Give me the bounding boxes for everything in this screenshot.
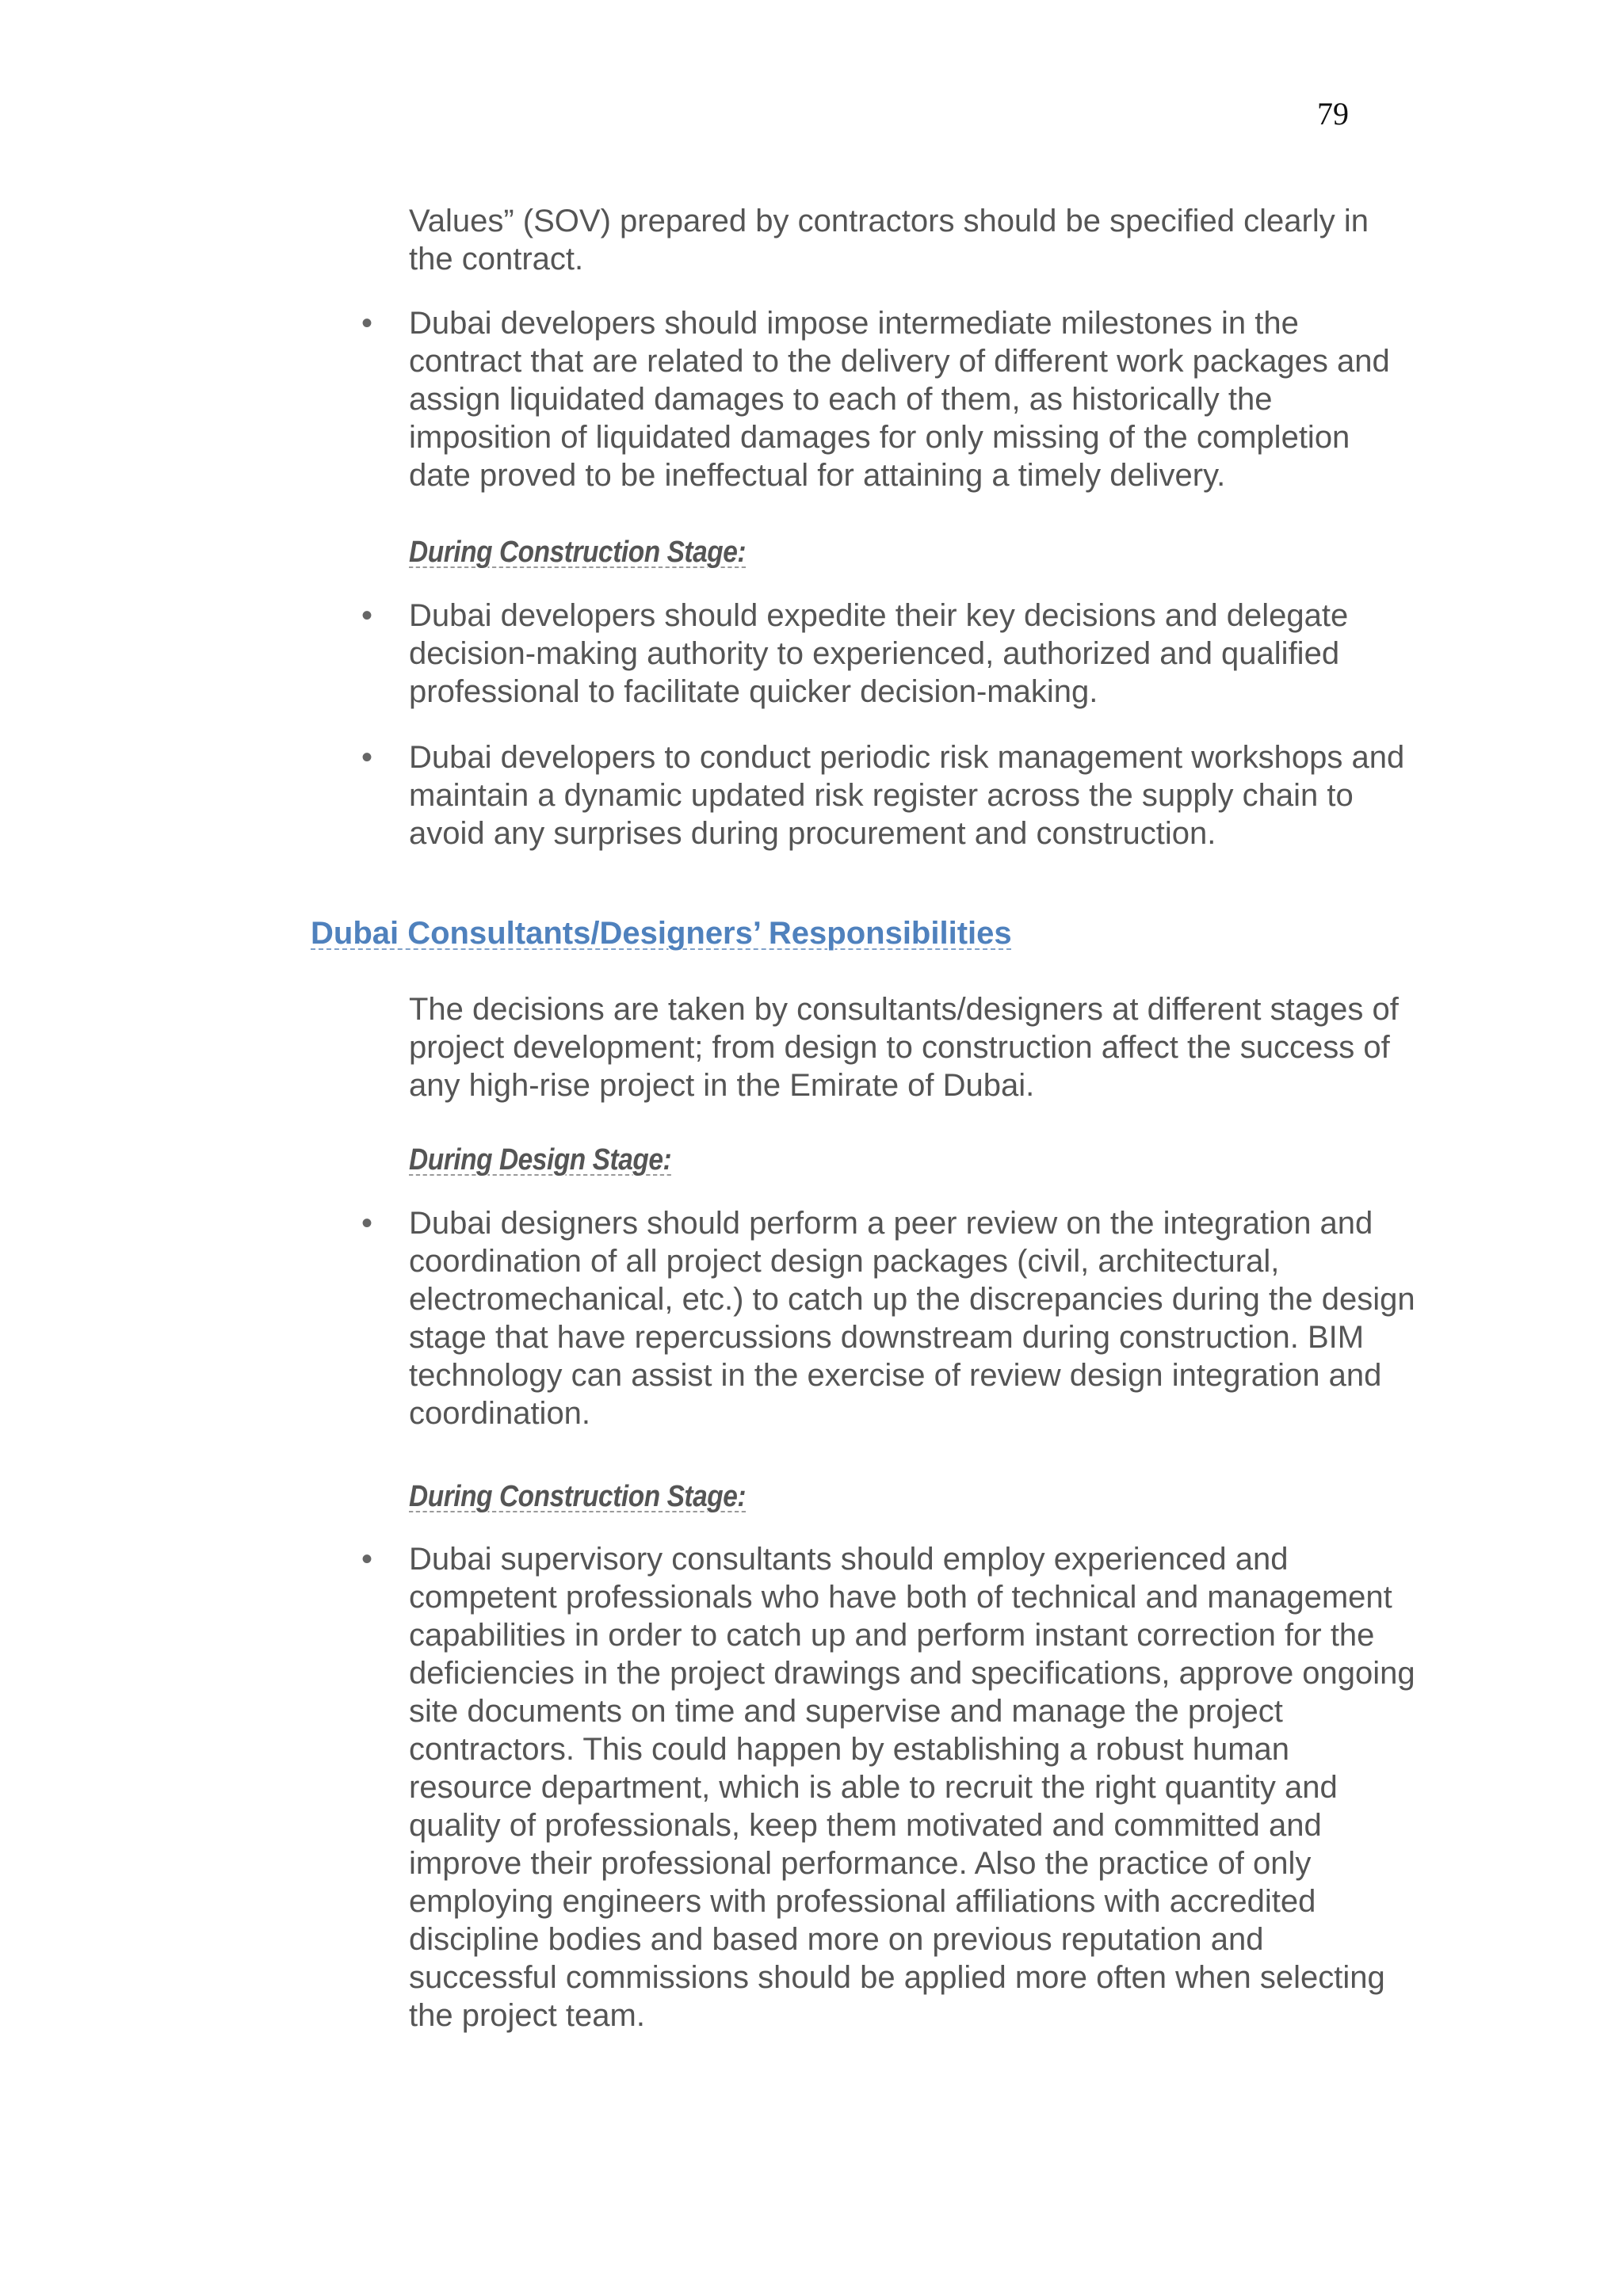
list-item [361, 1540, 1415, 2035]
bullet-text: Dubai developers should impose intermediate milestones in the contract that are related to the delivery of different work packages and assign liquidated damages to each of them, as historically the imposition of liquidated damages for only missing of the completion date proved to be ineffectual for attaining a timely delivery. [409, 306, 1390, 493]
bullet-text: Dubai supervisory consultants should employ experienced and competent professionals who have both of technical and management capabilities in order to catch up and perform instant correction for the deficiencies in the project drawings and specifications, approve ongoing site documents on time and supervise and manage the project contractors. This could happen by establishing a robust human resource department, which is able to recruit the right quantity and quality of professionals, keep them motivated and committed and improve their professional performance. Also the practice of only employing engineers with professional affiliations with accredited discipline bodies and based more on previous reputation and successful commissions should be applied more often when selecting the project team. [409, 1542, 1415, 2033]
bullet-icon: • [361, 306, 373, 341]
continuation-paragraph [409, 202, 1415, 278]
bullet-text: Dubai developers to conduct periodic risk management workshops and maintain a dynamic updated risk register across the supply chain to avoid any surprises during procurement and construction. [409, 740, 1405, 851]
section-heading: Dubai Consultants/Designers’ Responsibilities [311, 916, 1012, 951]
list-item [361, 738, 1415, 852]
bullet-icon: • [361, 740, 373, 775]
list-item [361, 597, 1415, 711]
list-item [361, 304, 1415, 494]
subheading-design-stage: During Design Stage: [409, 1143, 672, 1177]
list-item [361, 1204, 1415, 1432]
bullet-text: Dubai designers should perform a peer review on the integration and coordination of all project design packages (civil, architectural, electromechanical, etc.) to catch up the discrepancies during the design stage that have repercussions downstream during construction. BIM technology can assist in the exercise of review design integration and coordination. [409, 1206, 1415, 1431]
subheading-construction-stage: During Construction Stage: [409, 1480, 747, 1513]
bullet-icon: • [361, 1542, 373, 1577]
subheading-construction-stage: During Construction Stage: [409, 536, 747, 569]
bullet-icon: • [361, 598, 373, 633]
bullet-icon: • [361, 1206, 373, 1241]
page-number: 79 [1317, 96, 1349, 132]
intro-paragraph [409, 990, 1415, 1104]
continuation-text: Values” (SOV) prepared by contractors should be specified clearly in the contract. [409, 204, 1369, 277]
intro-text: The decisions are taken by consultants/designers at different stages of project development; from design to construction affect the success of any high-rise project in the Emirate of Dubai. [409, 992, 1399, 1103]
bullet-text: Dubai developers should expedite their key decisions and delegate decision-making authority to experienced, authorized and qualified professional to facilitate quicker decision-making. [409, 598, 1349, 709]
